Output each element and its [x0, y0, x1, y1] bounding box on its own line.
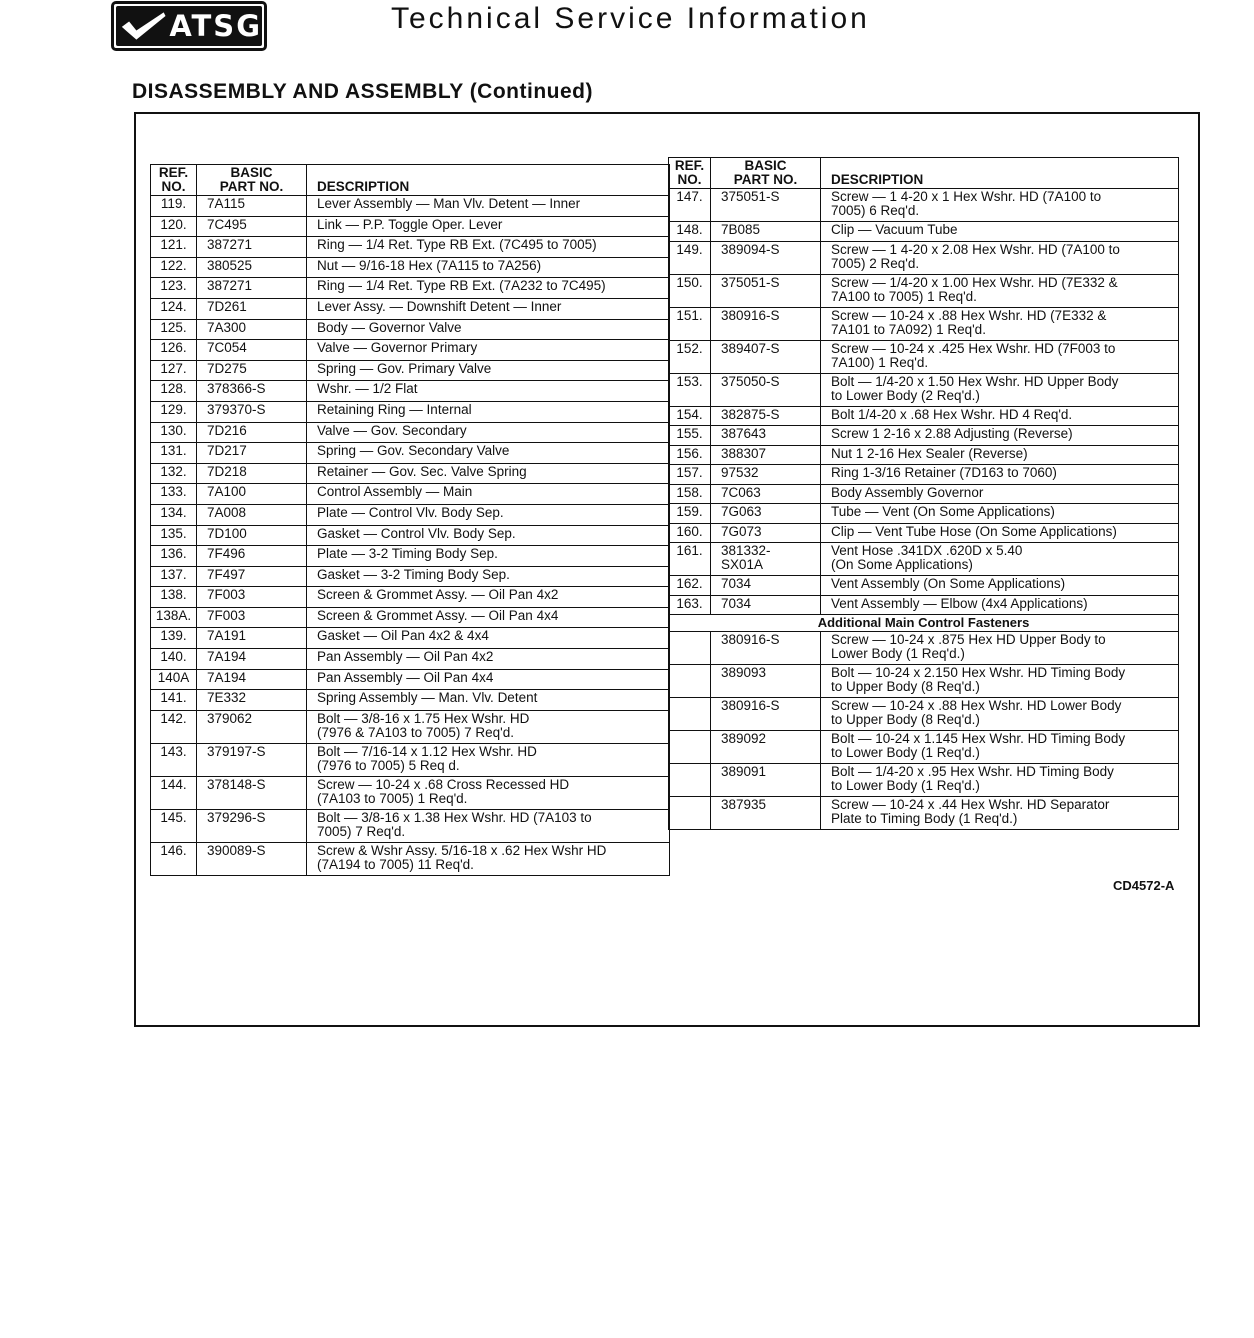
- cell-desc: Ring — 1/4 Ret. Type RB Ext. (7A232 to 7C495): [307, 278, 670, 299]
- table-header-row: [669, 158, 1179, 189]
- cell-part: 7C495: [197, 216, 307, 237]
- cell-part: 382875-S: [711, 406, 821, 426]
- cell-desc: Spring — Gov. Primary Valve: [307, 360, 670, 381]
- cell-part: 7034: [711, 595, 821, 615]
- cell-part: 7C054: [197, 340, 307, 361]
- col-desc-header: DESCRIPTION: [307, 165, 670, 196]
- cell-desc: Clip — Vent Tube Hose (On Some Applications): [821, 523, 1179, 543]
- table-row: [669, 764, 1179, 797]
- cell-desc: Body Assembly Governor: [821, 484, 1179, 504]
- table-row: [151, 587, 670, 608]
- table-row: [151, 463, 670, 484]
- cell-desc: Ring 1-3/16 Retainer (7D163 to 7060): [821, 465, 1179, 485]
- cell-desc: Link — P.P. Toggle Oper. Lever: [307, 216, 670, 237]
- table-row: [669, 445, 1179, 465]
- table-row: [669, 523, 1179, 543]
- col-ref-header: REF. NO.: [151, 165, 197, 196]
- subheading: Additional Main Control Fasteners: [669, 615, 1179, 632]
- table-row: [669, 222, 1179, 242]
- table-row: [151, 216, 670, 237]
- table-row: [151, 566, 670, 587]
- cell-part: 380525: [197, 257, 307, 278]
- cell-ref: 132.: [151, 463, 197, 484]
- table-row: [669, 543, 1179, 576]
- figure-code: CD4572-A: [1113, 878, 1175, 893]
- cell-ref: [669, 764, 711, 797]
- cell-part: 7E332: [197, 690, 307, 711]
- cell-part: 7F496: [197, 546, 307, 567]
- table-row: [151, 381, 670, 402]
- cell-desc: Valve — Governor Primary: [307, 340, 670, 361]
- cell-part: 375050-S: [711, 373, 821, 406]
- cell-desc: Spring Assembly — Man. Vlv. Detent: [307, 690, 670, 711]
- table-row: [151, 710, 670, 743]
- cell-ref: 153.: [669, 373, 711, 406]
- checkmark-logo-icon: [120, 9, 167, 43]
- cell-ref: 155.: [669, 426, 711, 446]
- cell-desc: Ring — 1/4 Ret. Type RB Ext. (7C495 to 7005): [307, 237, 670, 258]
- table-row: [669, 189, 1179, 222]
- table-row: [669, 576, 1179, 596]
- cell-part: 387271: [197, 278, 307, 299]
- table-row: [669, 595, 1179, 615]
- cell-ref: 163.: [669, 595, 711, 615]
- cell-desc: Plate — Control Vlv. Body Sep.: [307, 504, 670, 525]
- cell-desc: Screw — 10-24 x .425 Hex Wshr. HD (7F003 to 7A100) 1 Req'd.: [821, 340, 1179, 373]
- cell-desc: Retaining Ring — Internal: [307, 401, 670, 422]
- cell-ref: [669, 797, 711, 830]
- cell-desc: Tube — Vent (On Some Applications): [821, 504, 1179, 524]
- cell-part: 7B085: [711, 222, 821, 242]
- table-row: [151, 649, 670, 670]
- cell-desc: Bolt — 1/4-20 x .95 Hex Wshr. HD Timing Body to Lower Body (1 Req'd.): [821, 764, 1179, 797]
- table-row: [669, 274, 1179, 307]
- cell-ref: 162.: [669, 576, 711, 596]
- table-row: [151, 237, 670, 258]
- cell-ref: 147.: [669, 189, 711, 222]
- table-row: [669, 632, 1179, 665]
- cell-desc: Screw 1 2-16 x 2.88 Adjusting (Reverse): [821, 426, 1179, 446]
- cell-desc: Gasket — 3-2 Timing Body Sep.: [307, 566, 670, 587]
- cell-desc: Bolt 1/4-20 x .68 Hex Wshr. HD 4 Req'd.: [821, 406, 1179, 426]
- cell-part: 389094-S: [711, 241, 821, 274]
- cell-desc: Bolt — 10-24 x 2.150 Hex Wshr. HD Timing Body to Upper Body (8 Req'd.): [821, 665, 1179, 698]
- table-row: [151, 278, 670, 299]
- cell-ref: 148.: [669, 222, 711, 242]
- table-row: [151, 319, 670, 340]
- cell-desc: Clip — Vacuum Tube: [821, 222, 1179, 242]
- cell-part: 380916-S: [711, 307, 821, 340]
- table-row: [151, 546, 670, 567]
- cell-part: 7D218: [197, 463, 307, 484]
- cell-desc: Screw — 1/4-20 x 1.00 Hex Wshr. HD (7E332 & 7A100 to 7005) 1 Req'd.: [821, 274, 1179, 307]
- cell-ref: [669, 665, 711, 698]
- cell-desc: Screw — 10-24 x .88 Hex Wshr. HD (7E332 & 7A101 to 7A092) 1 Req'd.: [821, 307, 1179, 340]
- col-ref-header: REF. NO.: [669, 158, 711, 189]
- table-row: [669, 484, 1179, 504]
- cell-part: 7A194: [197, 649, 307, 670]
- cell-ref: 158.: [669, 484, 711, 504]
- cell-part: 389091: [711, 764, 821, 797]
- table-row: [669, 698, 1179, 731]
- cell-part: 389407-S: [711, 340, 821, 373]
- table-row: [151, 401, 670, 422]
- parts-table-left: [150, 164, 670, 876]
- cell-part: 379296-S: [197, 809, 307, 842]
- cell-part: 378148-S: [197, 776, 307, 809]
- cell-ref: 137.: [151, 566, 197, 587]
- subheading-row: [669, 615, 1179, 632]
- table-row: [669, 465, 1179, 485]
- cell-desc: Screw — 1 4-20 x 1 Hex Wshr. HD (7A100 to 7005) 6 Req'd.: [821, 189, 1179, 222]
- cell-part: 7A008: [197, 504, 307, 525]
- cell-desc: Pan Assembly — Oil Pan 4x2: [307, 649, 670, 670]
- cell-ref: 120.: [151, 216, 197, 237]
- cell-part: 7D100: [197, 525, 307, 546]
- cell-ref: 138.: [151, 587, 197, 608]
- header-title: Technical Service Information: [391, 2, 870, 35]
- cell-desc: Nut — 9/16-18 Hex (7A115 to 7A256): [307, 257, 670, 278]
- cell-desc: Retainer — Gov. Sec. Valve Spring: [307, 463, 670, 484]
- cell-part: 7G073: [711, 523, 821, 543]
- table-row: [669, 373, 1179, 406]
- table-row: [151, 607, 670, 628]
- cell-ref: [669, 698, 711, 731]
- cell-ref: 154.: [669, 406, 711, 426]
- cell-desc: Control Assembly — Main: [307, 484, 670, 505]
- cell-ref: 134.: [151, 504, 197, 525]
- cell-part: 378366-S: [197, 381, 307, 402]
- atsg-logo: [111, 1, 267, 51]
- table-row: [669, 426, 1179, 446]
- cell-ref: 149.: [669, 241, 711, 274]
- cell-ref: 129.: [151, 401, 197, 422]
- cell-part: 390089-S: [197, 842, 307, 875]
- cell-ref: 156.: [669, 445, 711, 465]
- cell-part: 7F003: [197, 587, 307, 608]
- cell-ref: 130.: [151, 422, 197, 443]
- cell-part: 7A194: [197, 669, 307, 690]
- cell-part: 380916-S: [711, 698, 821, 731]
- cell-part: 389093: [711, 665, 821, 698]
- cell-ref: 144.: [151, 776, 197, 809]
- cell-part: 387271: [197, 237, 307, 258]
- cell-ref: 135.: [151, 525, 197, 546]
- cell-desc: Screw — 10-24 x .44 Hex Wshr. HD Separator Plate to Timing Body (1 Req'd.): [821, 797, 1179, 830]
- cell-part: 375051-S: [711, 189, 821, 222]
- cell-desc: Screw & Wshr Assy. 5/16-18 x .62 Hex Wshr HD (7A194 to 7005) 11 Req'd.: [307, 842, 670, 875]
- table-row: [151, 743, 670, 776]
- table-row: [669, 731, 1179, 764]
- cell-part: 387643: [711, 426, 821, 446]
- cell-desc: Screw — 1 4-20 x 2.08 Hex Wshr. HD (7A100 to 7005) 2 Req'd.: [821, 241, 1179, 274]
- cell-part: 389092: [711, 731, 821, 764]
- cell-part: 97532: [711, 465, 821, 485]
- table-row: [151, 360, 670, 381]
- cell-part: 379370-S: [197, 401, 307, 422]
- cell-part: 7D261: [197, 298, 307, 319]
- cell-ref: 139.: [151, 628, 197, 649]
- cell-part: 7F497: [197, 566, 307, 587]
- cell-desc: Screw — 10-24 x .68 Cross Recessed HD (7A103 to 7005) 1 Req'd.: [307, 776, 670, 809]
- cell-desc: Bolt — 1/4-20 x 1.50 Hex Wshr. HD Upper Body to Lower Body (2 Req'd.): [821, 373, 1179, 406]
- table-row: [151, 443, 670, 464]
- table-row: [151, 809, 670, 842]
- cell-ref: 123.: [151, 278, 197, 299]
- cell-ref: 143.: [151, 743, 197, 776]
- table-row: [151, 842, 670, 875]
- cell-desc: Bolt — 3/8-16 x 1.38 Hex Wshr. HD (7A103 to 7005) 7 Req'd.: [307, 809, 670, 842]
- logo-text: ATSG: [169, 9, 262, 43]
- cell-part: 7A100: [197, 484, 307, 505]
- table-row: [151, 484, 670, 505]
- cell-part: 387935: [711, 797, 821, 830]
- cell-ref: 157.: [669, 465, 711, 485]
- cell-part: 7A115: [197, 196, 307, 217]
- cell-ref: 142.: [151, 710, 197, 743]
- cell-part: 7D275: [197, 360, 307, 381]
- cell-ref: 127.: [151, 360, 197, 381]
- cell-ref: 140A: [151, 669, 197, 690]
- cell-ref: 152.: [669, 340, 711, 373]
- cell-part: 388307: [711, 445, 821, 465]
- table-row: [151, 196, 670, 217]
- cell-ref: 122.: [151, 257, 197, 278]
- table-row: [669, 340, 1179, 373]
- cell-ref: 141.: [151, 690, 197, 711]
- cell-ref: [669, 731, 711, 764]
- cell-desc: Bolt — 10-24 x 1.145 Hex Wshr. HD Timing Body to Lower Body (1 Req'd.): [821, 731, 1179, 764]
- cell-desc: Vent Hose .341DX .620D x 5.40 (On Some Applications): [821, 543, 1179, 576]
- cell-ref: 124.: [151, 298, 197, 319]
- cell-desc: Wshr. — 1/2 Flat: [307, 381, 670, 402]
- table-row: [151, 628, 670, 649]
- cell-desc: Vent Assembly (On Some Applications): [821, 576, 1179, 596]
- cell-desc: Screw — 10-24 x .875 Hex HD Upper Body to Lower Body (1 Req'd.): [821, 632, 1179, 665]
- cell-ref: 128.: [151, 381, 197, 402]
- table-row: [669, 406, 1179, 426]
- cell-ref: 140.: [151, 649, 197, 670]
- cell-ref: 121.: [151, 237, 197, 258]
- cell-ref: 160.: [669, 523, 711, 543]
- cell-part: 379062: [197, 710, 307, 743]
- cell-ref: 126.: [151, 340, 197, 361]
- cell-ref: 119.: [151, 196, 197, 217]
- table-row: [151, 504, 670, 525]
- cell-ref: 125.: [151, 319, 197, 340]
- cell-desc: Screen & Grommet Assy. — Oil Pan 4x2: [307, 587, 670, 608]
- table-row: [669, 307, 1179, 340]
- table-row: [669, 504, 1179, 524]
- cell-part: 7D216: [197, 422, 307, 443]
- cell-part: 7F003: [197, 607, 307, 628]
- cell-part: 7A300: [197, 319, 307, 340]
- cell-ref: 150.: [669, 274, 711, 307]
- table-row: [151, 669, 670, 690]
- cell-ref: 133.: [151, 484, 197, 505]
- cell-desc: Plate — 3-2 Timing Body Sep.: [307, 546, 670, 567]
- table-row: [669, 665, 1179, 698]
- table-header-row: [151, 165, 670, 196]
- cell-desc: Screw — 10-24 x .88 Hex Wshr. HD Lower Body to Upper Body (8 Req'd.): [821, 698, 1179, 731]
- cell-desc: Pan Assembly — Oil Pan 4x4: [307, 669, 670, 690]
- cell-part: 7G063: [711, 504, 821, 524]
- cell-desc: Spring — Gov. Secondary Valve: [307, 443, 670, 464]
- cell-part: 7A191: [197, 628, 307, 649]
- cell-ref: 161.: [669, 543, 711, 576]
- cell-ref: 138A.: [151, 607, 197, 628]
- cell-part: 7034: [711, 576, 821, 596]
- cell-ref: 131.: [151, 443, 197, 464]
- cell-part: 380916-S: [711, 632, 821, 665]
- table-row: [151, 525, 670, 546]
- col-part-header: BASIC PART NO.: [197, 165, 307, 196]
- table-row: [151, 257, 670, 278]
- cell-desc: Lever Assembly — Man Vlv. Detent — Inner: [307, 196, 670, 217]
- table-row: [151, 422, 670, 443]
- cell-desc: Gasket — Oil Pan 4x2 & 4x4: [307, 628, 670, 649]
- cell-desc: Bolt — 7/16-14 x 1.12 Hex Wshr. HD (7976 to 7005) 5 Req d.: [307, 743, 670, 776]
- table-row: [151, 776, 670, 809]
- cell-part: 379197-S: [197, 743, 307, 776]
- table-row: [669, 797, 1179, 830]
- cell-ref: 145.: [151, 809, 197, 842]
- table-row: [151, 690, 670, 711]
- table-row: [669, 241, 1179, 274]
- cell-desc: Body — Governor Valve: [307, 319, 670, 340]
- cell-part: 381332- SX01A: [711, 543, 821, 576]
- table-row: [151, 298, 670, 319]
- cell-ref: 146.: [151, 842, 197, 875]
- col-part-header: BASIC PART NO.: [711, 158, 821, 189]
- cell-desc: Screen & Grommet Assy. — Oil Pan 4x4: [307, 607, 670, 628]
- cell-ref: 151.: [669, 307, 711, 340]
- col-desc-header: DESCRIPTION: [821, 158, 1179, 189]
- cell-ref: [669, 632, 711, 665]
- cell-desc: Vent Assembly — Elbow (4x4 Applications): [821, 595, 1179, 615]
- parts-table-right: [668, 157, 1179, 830]
- cell-desc: Valve — Gov. Secondary: [307, 422, 670, 443]
- cell-desc: Lever Assy. — Downshift Detent — Inner: [307, 298, 670, 319]
- section-title: DISASSEMBLY AND ASSEMBLY (Continued): [132, 80, 593, 103]
- cell-part: 7D217: [197, 443, 307, 464]
- table-row: [151, 340, 670, 361]
- cell-part: 375051-S: [711, 274, 821, 307]
- cell-part: 7C063: [711, 484, 821, 504]
- cell-desc: Bolt — 3/8-16 x 1.75 Hex Wshr. HD (7976 & 7A103 to 7005) 7 Req'd.: [307, 710, 670, 743]
- cell-desc: Nut 1 2-16 Hex Sealer (Reverse): [821, 445, 1179, 465]
- cell-desc: Gasket — Control Vlv. Body Sep.: [307, 525, 670, 546]
- cell-ref: 136.: [151, 546, 197, 567]
- cell-ref: 159.: [669, 504, 711, 524]
